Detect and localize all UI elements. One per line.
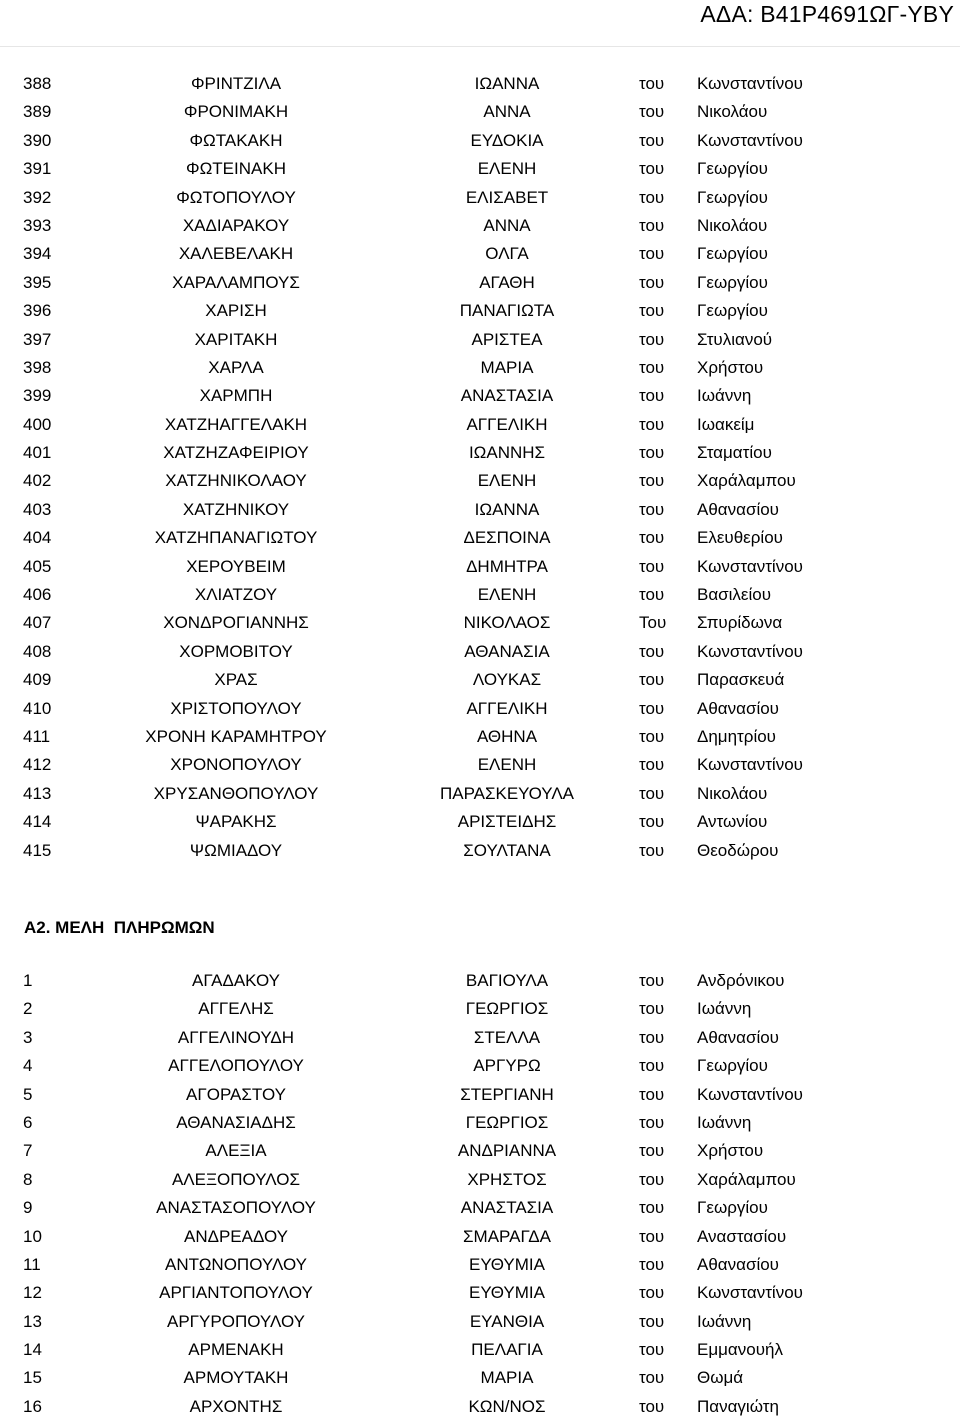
given-name: ΙΩΑΝΝΗΣ	[468, 443, 546, 463]
father-name: Ιωακείμ	[697, 414, 755, 434]
surname: ΧΑΤΖΗΝΙΚΟΥ	[182, 499, 290, 519]
table-row	[0, 1308, 960, 1336]
row-number: 410	[23, 698, 52, 718]
of-label: του	[639, 102, 665, 122]
row-number: 411	[23, 726, 51, 746]
of-label: του	[639, 471, 665, 491]
row-number: 415	[23, 840, 52, 860]
father-name: Αθανασίου	[697, 698, 779, 718]
surname: ΑΓΓΕΛΗΣ	[198, 999, 274, 1019]
row-number: 3	[23, 1027, 33, 1047]
table-row	[0, 240, 960, 268]
table-row	[0, 297, 960, 325]
of-label: του	[639, 187, 665, 207]
given-name: ΒΑΓΙΟΥΛΑ	[465, 971, 549, 990]
row-number: 409	[23, 670, 52, 690]
surname: ΧΑΛΕΒΕΛΑΚΗ	[178, 244, 294, 264]
row-number: 1	[23, 971, 33, 990]
father-name: Χρήστου	[697, 1141, 764, 1161]
of-label: του	[639, 1283, 665, 1303]
surname: ΑΘΑΝΑΣΙΑΔΗΣ	[176, 1112, 296, 1132]
given-name: ΑΘΑΝΑΣΙΑ	[464, 641, 550, 661]
father-name: Αθανασίου	[697, 1027, 779, 1047]
father-name: Κωνσταντίνου	[697, 755, 803, 775]
table-row	[0, 269, 960, 297]
of-label: του	[639, 1226, 665, 1246]
of-label: του	[639, 1198, 665, 1218]
of-label: του	[639, 1254, 665, 1274]
row-number: 2	[23, 999, 33, 1019]
table-row	[0, 967, 960, 995]
of-label: του	[639, 215, 665, 235]
row-number: 397	[23, 329, 52, 349]
of-label: του	[639, 670, 665, 690]
of-label: του	[639, 130, 665, 150]
row-number: 16	[23, 1396, 42, 1416]
given-name: ΑΝΑΣΤΑΣΙΑ	[460, 386, 554, 406]
table-row	[0, 1024, 960, 1052]
surname: ΧΑΤΖΗΠΑΝΑΓΙΩΤΟΥ	[154, 528, 318, 548]
surname: ΧΡΟΝΟΠΟΥΛΟΥ	[170, 755, 302, 775]
of-label: του	[639, 585, 665, 605]
father-name: Γεωργίου	[697, 1198, 768, 1218]
father-name: Κωνσταντίνου	[697, 641, 803, 661]
table-row	[0, 723, 960, 751]
row-number: 10	[23, 1226, 42, 1246]
table-row	[0, 780, 960, 808]
table-row	[0, 439, 960, 467]
father-name: Παρασκευά	[697, 670, 785, 690]
ada-code: ΑΔΑ: Β41Ρ4691ΩΓ-ΥΒΥ	[700, 1, 954, 27]
table-row	[0, 1279, 960, 1307]
given-name: ΓΕΩΡΓΙΟΣ	[465, 999, 549, 1019]
given-name: ΕΥΘΥΜΙΑ	[469, 1283, 545, 1303]
of-label: του	[639, 272, 665, 292]
of-label: του	[639, 159, 665, 179]
father-name: Κωνσταντίνου	[697, 74, 803, 93]
of-label: του	[639, 971, 665, 990]
table-row	[0, 98, 960, 126]
table-row	[0, 496, 960, 524]
table-row	[0, 1251, 960, 1279]
row-number: 5	[23, 1084, 33, 1104]
father-name: Γεωργίου	[697, 244, 768, 264]
given-name: ΕΥΔΟΚΙΑ	[470, 130, 544, 150]
given-name: ΔΗΜΗΤΡΑ	[466, 556, 548, 576]
father-name: Δημητρίου	[697, 726, 776, 746]
given-name: ΔΕΣΠΟΙΝΑ	[463, 528, 551, 548]
of-label: του	[639, 301, 665, 321]
of-label: του	[639, 726, 665, 746]
father-name: Βασιλείου	[697, 585, 772, 605]
surname: ΑΛΕΞΙΑ	[205, 1141, 267, 1161]
table-row	[0, 695, 960, 723]
table-row	[0, 553, 960, 581]
of-label: του	[639, 755, 665, 775]
of-label: του	[639, 840, 665, 860]
header-divider	[0, 46, 960, 47]
table-row	[0, 1336, 960, 1364]
of-label: του	[639, 1112, 665, 1132]
given-name: ΑΡΓΥΡΩ	[473, 1056, 541, 1076]
table-row	[0, 382, 960, 410]
row-number: 398	[23, 357, 52, 377]
of-label: του	[639, 1141, 665, 1161]
of-label: του	[639, 1311, 665, 1331]
father-name: Γεωργίου	[697, 159, 768, 179]
surname: ΑΛΕΞΟΠΟΥΛΟΣ	[171, 1169, 301, 1189]
surname: ΑΓΑΔΑΚΟΥ	[191, 971, 281, 990]
father-name: Ιωάννη	[697, 386, 752, 406]
row-number: 396	[23, 301, 52, 321]
father-name: Στυλιανού	[697, 329, 773, 349]
table-row	[0, 1081, 960, 1109]
father-name: Νικολάου	[697, 215, 768, 235]
row-number: 388	[23, 74, 52, 93]
surname: ΧΑΤΖΗΑΓΓΕΛΑΚΗ	[164, 414, 308, 434]
given-name: ΣΜΑΡΑΓΔΑ	[463, 1226, 551, 1246]
of-label: του	[639, 357, 665, 377]
given-name: ΓΕΩΡΓΙΟΣ	[465, 1112, 549, 1132]
father-name: Αντωνίου	[697, 812, 768, 832]
of-label: Του	[639, 613, 667, 633]
surname: ΧΟΝΔΡΟΓΙΑΝΝΗΣ	[163, 613, 309, 633]
father-name: Νικολάου	[697, 783, 768, 803]
given-name: ΣΤΕΛΛΑ	[473, 1027, 541, 1047]
father-name: Ιωάννη	[697, 1112, 752, 1132]
given-name: ΠΑΡΑΣΚΕΥΟΥΛΑ	[439, 783, 575, 803]
members-table-a2	[0, 967, 960, 1421]
row-number: 407	[23, 613, 52, 633]
table-row	[0, 467, 960, 495]
of-label: του	[639, 528, 665, 548]
row-number: 12	[23, 1283, 42, 1303]
father-name: Νικολάου	[697, 102, 768, 122]
table-row	[0, 1194, 960, 1222]
row-number: 390	[23, 130, 52, 150]
of-label: του	[639, 698, 665, 718]
surname: ΧΟΡΜΟΒΙΤΟΥ	[179, 641, 293, 661]
table-row	[0, 837, 960, 865]
father-name: Κωνσταντίνου	[697, 1084, 803, 1104]
table-row	[0, 524, 960, 552]
row-number: 14	[23, 1340, 42, 1360]
of-label: του	[639, 443, 665, 463]
father-name: Χαράλαμπου	[697, 471, 796, 491]
given-name: ΕΛΕΝΗ	[477, 471, 537, 491]
of-label: του	[639, 999, 665, 1019]
row-number: 393	[23, 215, 52, 235]
given-name: ΣΟΥΛΤΑΝΑ	[463, 840, 551, 860]
row-number: 406	[23, 585, 52, 605]
surname: ΧΛΙΑΤΖΟΥ	[194, 585, 278, 605]
given-name: ΑΓΓΕΛΙΚΗ	[466, 414, 548, 434]
given-name: ΜΑΡΙΑ	[480, 357, 534, 377]
table-row	[0, 666, 960, 694]
surname: ΑΓΓΕΛΟΠΟΥΛΟΥ	[168, 1056, 304, 1076]
given-name: ΚΩΝ/ΝΟΣ	[468, 1396, 546, 1416]
surname: ΧΑΤΖΗΖΑΦΕΙΡΙΟΥ	[163, 443, 309, 463]
given-name: ΙΩΑΝΝΑ	[474, 74, 540, 93]
table-row	[0, 751, 960, 779]
given-name: ΑΓΑΘΗ	[479, 272, 535, 292]
of-label: του	[639, 1169, 665, 1189]
father-name: Θεοδώρου	[697, 840, 779, 860]
father-name: Χαράλαμπου	[697, 1169, 796, 1189]
table-row	[0, 354, 960, 382]
of-label: του	[639, 244, 665, 264]
table-row	[0, 995, 960, 1023]
table-row	[0, 184, 960, 212]
table-row	[0, 1109, 960, 1137]
surname: ΦΡΟΝΙΜΑΚΗ	[183, 102, 289, 122]
given-name: ΕΛΙΣΑΒΕΤ	[465, 187, 549, 207]
surname: ΑΡΜΕΝΑΚΗ	[188, 1340, 284, 1360]
given-name: ΕΥΘΥΜΙΑ	[469, 1254, 545, 1274]
given-name: ΠΑΝΑΓΙΩΤΑ	[459, 301, 555, 321]
father-name: Εμμανουήλ	[697, 1340, 783, 1360]
table-row	[0, 609, 960, 637]
row-number: 394	[23, 244, 52, 264]
of-label: του	[639, 783, 665, 803]
table-row	[0, 1393, 960, 1421]
father-name: Σπυρίδωνα	[697, 613, 783, 633]
table-row	[0, 581, 960, 609]
surname: ΧΑΡΑΛΑΜΠΟΥΣ	[172, 272, 300, 292]
father-name: Αναστασίου	[697, 1226, 787, 1246]
row-number: 400	[23, 414, 52, 434]
of-label: του	[639, 1056, 665, 1076]
given-name: ΑΝΝΑ	[483, 102, 531, 122]
father-name: Ελευθερίου	[697, 528, 783, 548]
table-row	[0, 1166, 960, 1194]
row-number: 408	[23, 641, 52, 661]
row-number: 405	[23, 556, 52, 576]
row-number: 414	[23, 812, 52, 832]
given-name: ΣΤΕΡΓΙΑΝΗ	[460, 1084, 554, 1104]
surname: ΑΡΧΟΝΤΗΣ	[189, 1396, 283, 1416]
surname: ΦΡΙΝΤΖΙΛΑ	[190, 74, 282, 93]
of-label: του	[639, 1368, 665, 1388]
given-name: ΙΩΑΝΝΑ	[474, 499, 540, 519]
surname: ΑΓΟΡΑΣΤΟΥ	[186, 1084, 286, 1104]
of-label: του	[639, 499, 665, 519]
table-row	[0, 638, 960, 666]
row-number: 391	[23, 159, 52, 179]
table-row	[0, 1052, 960, 1080]
father-name: Παναγιώτη	[697, 1396, 779, 1416]
surname: ΧΑΡΙΤΑΚΗ	[194, 329, 278, 349]
row-number: 403	[23, 499, 52, 519]
father-name: Θωμά	[697, 1368, 744, 1388]
given-name: ΧΡΗΣΤΟΣ	[467, 1169, 547, 1189]
surname: ΧΕΡΟΥΒΕΙΜ	[186, 556, 286, 576]
surname: ΑΡΓΥΡΟΠΟΥΛΟΥ	[167, 1311, 305, 1331]
table-row	[0, 1137, 960, 1165]
surname: ΑΝΔΡΕΑΔΟΥ	[183, 1226, 289, 1246]
section-title-a2: Α2. ΜΕΛΗ ΠΛΗΡΩΜΩΝ	[24, 918, 215, 937]
row-number: 413	[23, 783, 52, 803]
row-number: 392	[23, 187, 52, 207]
table-row	[0, 326, 960, 354]
given-name: ΛΟΥΚΑΣ	[472, 670, 542, 690]
father-name: Γεωργίου	[697, 187, 768, 207]
surname: ΧΑΡΛΑ	[208, 357, 264, 377]
given-name: ΟΛΓΑ	[485, 244, 529, 264]
row-number: 15	[23, 1368, 42, 1388]
given-name: ΑΘΗΝΑ	[476, 726, 538, 746]
father-name: Αθανασίου	[697, 1254, 779, 1274]
members-table-a1	[0, 70, 960, 865]
row-number: 395	[23, 272, 52, 292]
given-name: ΝΙΚΟΛΑΟΣ	[463, 613, 551, 633]
surname: ΑΝΤΩΝΟΠΟΥΛΟΥ	[165, 1254, 307, 1274]
surname: ΨΩΜΙΑΔΟΥ	[189, 840, 283, 860]
surname: ΧΑΡΙΣΗ	[205, 301, 267, 321]
given-name: ΑΓΓΕΛΙΚΗ	[466, 698, 548, 718]
given-name: ΕΛΕΝΗ	[477, 755, 537, 775]
row-number: 412	[23, 755, 52, 775]
of-label: του	[639, 386, 665, 406]
father-name: Κωνσταντίνου	[697, 556, 803, 576]
surname: ΧΑΡΜΠΗ	[199, 386, 273, 406]
of-label: του	[639, 812, 665, 832]
of-label: του	[639, 556, 665, 576]
of-label: του	[639, 1340, 665, 1360]
given-name: ΜΑΡΙΑ	[480, 1368, 534, 1388]
table-row	[0, 411, 960, 439]
father-name: Ιωάννη	[697, 1311, 752, 1331]
given-name: ΕΥΑΝΘΙΑ	[469, 1311, 545, 1331]
row-number: 6	[23, 1112, 33, 1132]
given-name: ΑΝΝΑ	[483, 215, 531, 235]
surname: ΧΡΑΣ	[214, 670, 258, 690]
father-name: Κωνσταντίνου	[697, 1283, 803, 1303]
row-number: 399	[23, 386, 52, 406]
surname: ΦΩΤΑΚΑΚΗ	[189, 130, 283, 150]
surname: ΧΑΔΙΑΡΑΚΟΥ	[182, 215, 290, 235]
of-label: του	[639, 1396, 665, 1416]
given-name: ΕΛΕΝΗ	[477, 159, 537, 179]
of-label: του	[639, 74, 665, 93]
father-name: Αθανασίου	[697, 499, 779, 519]
of-label: του	[639, 1027, 665, 1047]
father-name: Γεωργίου	[697, 272, 768, 292]
row-number: 401	[23, 443, 52, 463]
father-name: Χρήστου	[697, 357, 764, 377]
of-label: του	[639, 1084, 665, 1104]
given-name: ΑΝΔΡΙΑΝΝΑ	[457, 1141, 557, 1161]
row-number: 404	[23, 528, 52, 548]
father-name: Ανδρόνικου	[697, 971, 785, 990]
of-label: του	[639, 641, 665, 661]
table-row	[0, 808, 960, 836]
given-name: ΑΝΑΣΤΑΣΙΑ	[460, 1198, 554, 1218]
given-name: ΠΕΛΑΓΙΑ	[471, 1340, 543, 1360]
row-number: 389	[23, 102, 52, 122]
row-number: 9	[23, 1198, 33, 1218]
row-number: 7	[23, 1141, 33, 1161]
surname: ΧΡΟΝΗ ΚΑΡΑΜΗΤΡΟΥ	[145, 726, 327, 746]
father-name: Σταματίου	[697, 443, 772, 463]
given-name: ΑΡΙΣΤΕΑ	[471, 329, 543, 349]
father-name: Ιωάννη	[697, 999, 752, 1019]
table-row	[0, 212, 960, 240]
surname: ΧΡΙΣΤΟΠΟΥΛΟΥ	[170, 698, 302, 718]
table-row	[0, 155, 960, 183]
table-row	[0, 1223, 960, 1251]
father-name: Γεωργίου	[697, 1056, 768, 1076]
row-number: 402	[23, 471, 52, 491]
table-row	[0, 1364, 960, 1392]
surname: ΑΝΑΣΤΑΣΟΠΟΥΛΟΥ	[156, 1198, 316, 1218]
surname: ΑΓΓΕΛΙΝΟΥΔΗ	[177, 1027, 295, 1047]
table-row	[0, 127, 960, 155]
given-name: ΑΡΙΣΤΕΙΔΗΣ	[457, 812, 557, 832]
surname: ΦΩΤΕΙΝΑΚΗ	[186, 159, 286, 179]
table-row	[0, 70, 960, 98]
surname: ΨΑΡΑΚΗΣ	[195, 812, 277, 832]
surname: ΦΩΤΟΠΟΥΛΟΥ	[176, 187, 296, 207]
row-number: 11	[23, 1254, 41, 1274]
row-number: 13	[23, 1311, 42, 1331]
surname: ΑΡΜΟΥΤΑΚΗ	[183, 1368, 289, 1388]
father-name: Κωνσταντίνου	[697, 130, 803, 150]
row-number: 4	[23, 1056, 33, 1076]
surname: ΑΡΓΙΑΝΤΟΠΟΥΛΟΥ	[159, 1283, 313, 1303]
given-name: ΕΛΕΝΗ	[477, 585, 537, 605]
of-label: του	[639, 329, 665, 349]
row-number: 8	[23, 1169, 33, 1189]
surname: ΧΡΥΣΑΝΘΟΠΟΥΛΟΥ	[153, 783, 319, 803]
of-label: του	[639, 414, 665, 434]
father-name: Γεωργίου	[697, 301, 768, 321]
surname: ΧΑΤΖΗΝΙΚΟΛΑΟΥ	[165, 471, 307, 491]
